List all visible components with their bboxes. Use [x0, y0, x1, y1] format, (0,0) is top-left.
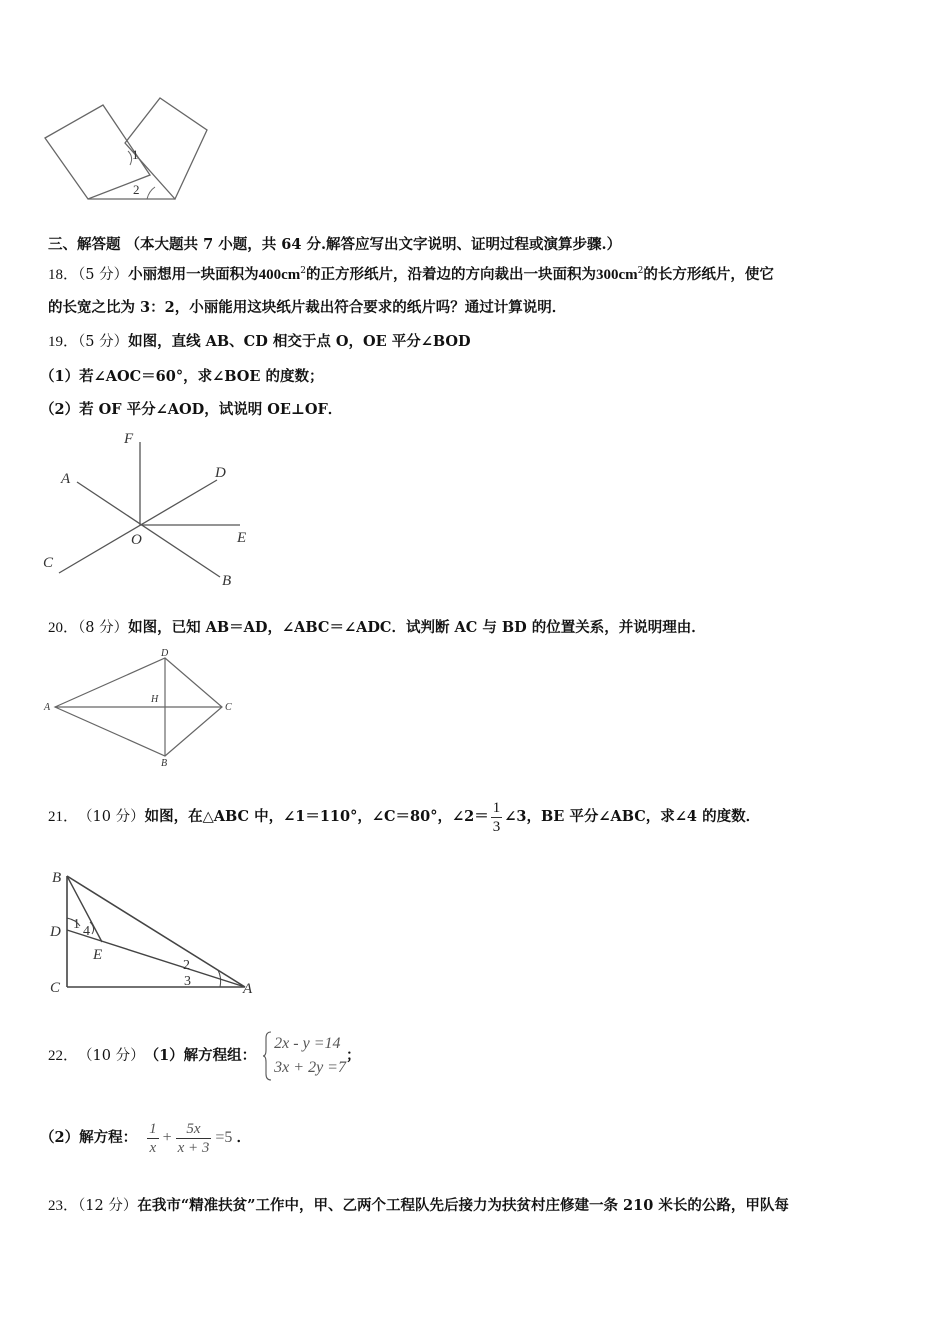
label-B: B	[52, 870, 62, 886]
question-20-stem	[48, 618, 706, 638]
equation-1: 2x - y =14	[274, 1035, 341, 1052]
fig-q19-lines	[35, 425, 265, 595]
equation-system	[262, 1030, 346, 1082]
f2-num: 5x	[186, 1120, 201, 1137]
q19-number: 19．	[48, 334, 79, 350]
q18-text-a: 小丽想用一块面积为	[128, 265, 259, 283]
label-E: E	[93, 947, 103, 963]
question-19-stem	[48, 332, 471, 352]
q23-score: （12 分）	[78, 1198, 138, 1214]
label-A: A	[61, 471, 71, 487]
fraction-5x-over-x3	[176, 1120, 212, 1157]
label-A: A	[243, 981, 253, 997]
q21-stem-a: 如图，在△ABC 中，∠1＝110°，∠C＝80°，∠2＝	[144, 808, 489, 825]
angle-label-2: 2	[133, 182, 140, 197]
label-C: C	[43, 555, 54, 571]
angle-label-1: 1	[73, 917, 80, 932]
angle-label-3: 3	[184, 974, 191, 989]
q18-text-b: 的正方形纸片，沿着边的方向裁出一块面积为	[306, 265, 596, 283]
label-H: H	[151, 694, 159, 705]
q18-text-c: 的长方形纸片，使它	[643, 265, 774, 283]
q20-stem-text: 如图，已知 AB＝AD，∠ABC＝∠ADC．试判断 AC 与 BD 的位置关系，并说明理由．	[128, 619, 706, 636]
question-19-part2: （2）若 OF 平分∠AOD，试说明 OE⊥OF．	[40, 401, 343, 418]
q18-sup1: 2	[300, 266, 306, 276]
label-E: E	[237, 530, 247, 546]
label-D: D	[50, 924, 61, 940]
angle-label-4: 4	[83, 924, 90, 939]
q18-number: 18．	[48, 266, 79, 283]
question-22-part1	[48, 1028, 360, 1084]
system-brace	[262, 1030, 272, 1082]
plus-sign: +	[162, 1129, 172, 1146]
q21-score: （10 分）	[78, 809, 145, 825]
q23-stem-text: 在我市“精准扶贫”工作中，甲、乙两个工程队先后接力为扶贫村庄修建一条 210 米长的公路，甲队每	[137, 1197, 789, 1214]
question-23-stem	[48, 1196, 789, 1216]
q20-score: （8 分）	[78, 620, 129, 636]
q21-stem-b: ∠3，BE 平分∠ABC，求∠4 的度数．	[504, 808, 761, 825]
q19-score: （5 分）	[78, 334, 129, 350]
q21-fraction	[491, 799, 503, 836]
label-C: C	[50, 980, 61, 996]
f1-den: x	[147, 1138, 159, 1157]
label-D: D	[215, 465, 226, 481]
question-18-line2: 的长宽之比为 3：2，小丽能用这块纸片裁出符合要求的纸片吗？通过计算说明．	[48, 299, 567, 316]
section-header: 三、解答题 （本大题共 7 小题，共 64 分.解答应写出文字说明、证明过程或演算步骤.）	[48, 236, 622, 253]
q22-score: （10 分）	[78, 1048, 145, 1064]
q22-number: 22．	[48, 1048, 79, 1064]
q21-frac-den: 3	[492, 818, 501, 835]
label-B: B	[222, 573, 232, 589]
f1-num: 1	[149, 1120, 157, 1137]
line-AB	[77, 482, 220, 577]
angle-label-2: 2	[183, 958, 190, 973]
fig-q20-kite	[40, 645, 240, 770]
question-18-line1	[48, 261, 774, 285]
q20-number: 20．	[48, 620, 79, 636]
label-A: A	[44, 702, 51, 713]
question-21-stem	[48, 787, 760, 847]
label-C: C	[225, 702, 232, 713]
q19-stem-text: 如图，直线 AB、CD 相交于点 O，OE 平分∠BOD	[128, 333, 471, 350]
q21-frac-num: 1	[492, 799, 501, 816]
label-D: D	[161, 648, 169, 659]
equation-2: 3x + 2y =7	[274, 1059, 346, 1076]
q22-part1-label: （1）解方程组：	[144, 1047, 257, 1064]
angle-label-1: 1	[132, 147, 139, 162]
f2-den: x + 3	[177, 1139, 210, 1156]
question-19-part1: （1）若∠AOC＝60°，求∠BOE 的度数；	[40, 368, 324, 385]
question-22-part2	[40, 1110, 251, 1166]
q22-part2-label: （2）解方程：	[40, 1129, 138, 1146]
q18-sup2: 2	[637, 266, 644, 276]
label-B: B	[161, 758, 168, 769]
equation-rhs: =5	[215, 1129, 233, 1146]
q23-number: 23．	[48, 1198, 79, 1214]
label-F: F	[124, 431, 134, 447]
q18-area2: 300cm	[596, 266, 638, 283]
fraction-1-over-x	[147, 1120, 159, 1157]
q18-score: （5 分）	[78, 266, 129, 283]
q18-area1: 400cm	[258, 266, 301, 283]
q22-semicolon: ；	[345, 1047, 361, 1064]
fig-q21-triangle	[40, 862, 265, 1002]
q21-number: 21．	[48, 809, 79, 825]
q22-period: ．	[236, 1129, 251, 1146]
label-O: O	[131, 532, 142, 548]
fig-two-squares	[40, 95, 215, 205]
